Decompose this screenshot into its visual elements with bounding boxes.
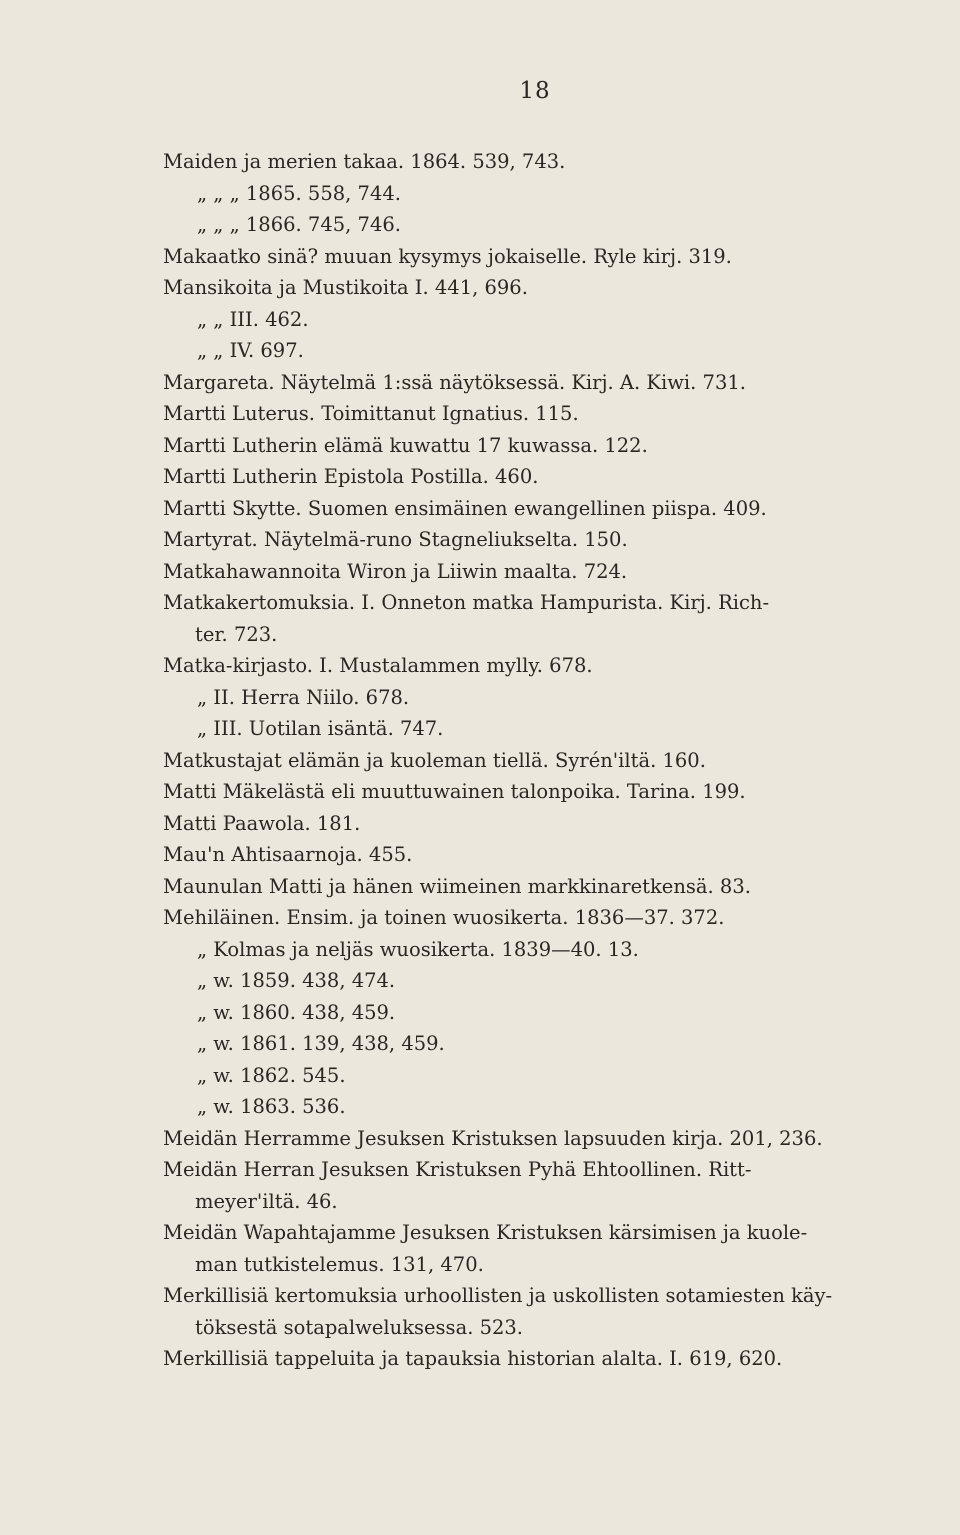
index-entry: Maunulan Matti ja hänen wiimeinen markkinaretkensä. 83. [163,874,751,898]
index-entry: „ w. 1859. 438, 474. [197,969,396,992]
index-entry: Martti Lutherin Epistola Postilla. 460. [163,465,539,488]
page-number: 18 [519,78,551,104]
index-entry: Matti Mäkelästä eli muuttuwainen talonpoika. Tarina. 199. [163,780,746,803]
index-entry: Mau'n Ahtisaarnoja. 455. [163,843,413,866]
index-entry: Margareta. Näytelmä 1:ssä näytöksessä. Kirj. A. Kiwi. 731. [163,370,746,394]
index-entry-continuation: man tutkistelemus. 131, 470. [195,1252,484,1276]
index-entry: Merkillisiä tappeluita ja tapauksia historian alalta. I. 619, 620. [163,1347,783,1370]
index-entry: Martti Lutherin elämä kuwattu 17 kuwassa. 122. [163,433,648,457]
index-entry: „ „ III. 462. [197,307,309,331]
index-entry-continuation: töksestä sotapalweluksessa. 523. [195,1315,524,1339]
index-entry: Mehiläinen. Ensim. ja toinen wuosikerta. 1836—37. 372. [163,906,725,929]
index-entry: Matkahawannoita Wiron ja Liiwin maalta. 724. [163,559,628,583]
index-entry: Matkustajat elämän ja kuoleman tiellä. Syrén'iltä. 160. [163,748,706,772]
index-entry: Matkakertomuksia. I. Onneton matka Hampurista. Kirj. Rich- [163,591,770,614]
index-entry: „ w. 1863. 536. [197,1095,346,1118]
index-entry: „ w. 1862. 545. [197,1063,346,1087]
index-entry-continuation: meyer'iltä. 46. [195,1189,338,1213]
index-entry: Meidän Herramme Jesuksen Kristuksen lapsuuden kirja. 201, 236. [163,1126,823,1150]
index-entry: „ „ IV. 697. [197,339,304,362]
index-entries [163,146,903,1375]
index-entry: Martyrat. Näytelmä-runo Stagneliukselta. 150. [163,528,628,551]
index-entry-continuation: ter. 723. [195,622,278,646]
index-entry: Martti Luterus. Toimittanut Ignatius. 115. [163,402,579,425]
index-entry: Mansikoita ja Mustikoita I. 441, 696. [163,276,528,299]
index-entry: „ III. Uotilan isäntä. 747. [197,717,444,740]
index-entry: Matti Paawola. 181. [163,811,361,835]
index-entry: Martti Skytte. Suomen ensimäinen ewangellinen piispa. 409. [163,496,767,520]
index-entry: „ w. 1861. 139, 438, 459. [197,1032,445,1055]
index-entry: Meidän Herran Jesuksen Kristuksen Pyhä Ehtoollinen. Ritt- [163,1158,752,1181]
index-entry: „ „ „ 1866. 745, 746. [197,213,401,236]
index-entry: Maiden ja merien takaa. 1864. 539, 743. [163,150,566,173]
index-entry: „ „ „ 1865. 558, 744. [197,181,401,205]
index-entry: Merkillisiä kertomuksia urhoollisten ja uskollisten sotamiesten käy- [163,1284,833,1307]
index-entry: „ Kolmas ja neljäs wuosikerta. 1839—40. 13. [197,937,639,961]
index-entry: „ w. 1860. 438, 459. [197,1000,396,1024]
index-entry: Makaatko sinä? muuan kysymys jokaiselle. Ryle kirj. 319. [163,244,732,268]
index-entry: Matka-kirjasto. I. Mustalammen mylly. 678. [163,654,593,677]
index-entry: Meidän Wapahtajamme Jesuksen Kristuksen kärsimisen ja kuole- [163,1221,808,1244]
index-entry: „ II. Herra Niilo. 678. [197,685,410,709]
